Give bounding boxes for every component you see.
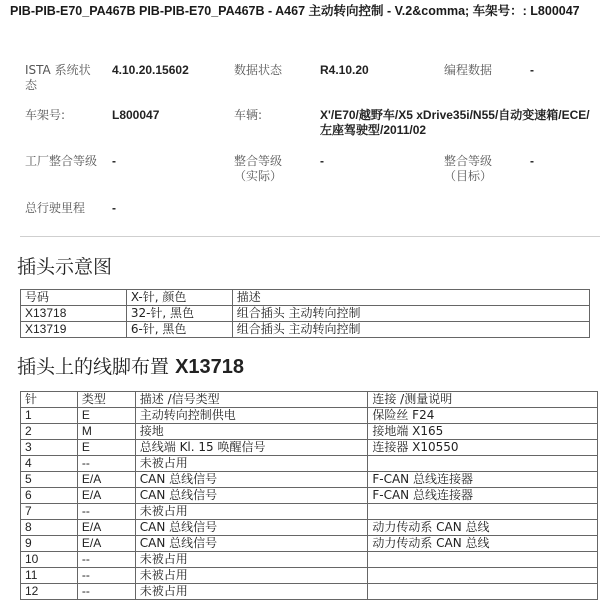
pin-type: M bbox=[77, 424, 135, 440]
pin-connection: 接地端 X165 bbox=[368, 424, 598, 440]
pin-number: 8 bbox=[21, 520, 78, 536]
mileage-value: - bbox=[112, 201, 116, 215]
pin-type: -- bbox=[77, 456, 135, 472]
col-header-description: 描述 bbox=[232, 290, 589, 306]
pin-type: E/A bbox=[77, 472, 135, 488]
pin-signal: 接地 bbox=[135, 424, 368, 440]
factory-level-label: 工厂整合等级 bbox=[25, 154, 98, 168]
pin-type: E bbox=[77, 440, 135, 456]
pin-assignment-heading bbox=[17, 355, 244, 379]
pin-connection: F-CAN 总线连接器 bbox=[368, 472, 598, 488]
connector-description: 组合插头 主动转向控制 bbox=[232, 306, 589, 322]
pin-type: E/A bbox=[77, 488, 135, 504]
pin-number: 11 bbox=[21, 568, 78, 584]
actual-level-label bbox=[234, 154, 282, 184]
pin-connection bbox=[368, 568, 598, 584]
table-row bbox=[21, 322, 590, 338]
target-level-label bbox=[444, 154, 492, 184]
vin-label: 车架号: bbox=[25, 108, 66, 122]
connector-overview-heading: 插头示意图 bbox=[17, 256, 113, 278]
table-row bbox=[21, 424, 598, 440]
pin-assignment-heading-text: 插头上的线脚布置 bbox=[17, 356, 170, 378]
pin-signal: 未被占用 bbox=[135, 456, 368, 472]
pin-connection: F-CAN 总线连接器 bbox=[368, 488, 598, 504]
document-title: PIB-PIB-E70_PA467B PIB-PIB-E70_PA467B - A467 主动转向控制 - V.2&comma; 车架号：: L800047 bbox=[10, 4, 580, 18]
pin-signal: 未被占用 bbox=[135, 552, 368, 568]
pin-type: E bbox=[77, 408, 135, 424]
target-level-label-line1: 整合等级 bbox=[444, 154, 493, 168]
vin-value: L800047 bbox=[112, 108, 160, 122]
table-header-row bbox=[21, 392, 598, 408]
pin-number: 2 bbox=[21, 424, 78, 440]
col-header-number: 号码 bbox=[21, 290, 127, 306]
pin-connection bbox=[368, 584, 598, 600]
pin-number: 9 bbox=[21, 536, 78, 552]
table-row bbox=[21, 440, 598, 456]
pin-number: 7 bbox=[21, 504, 78, 520]
pin-number: 5 bbox=[21, 472, 78, 488]
table-row bbox=[21, 552, 598, 568]
pin-connection: 动力传动系 CAN 总线 bbox=[368, 536, 598, 552]
table-row bbox=[21, 472, 598, 488]
table-header-row bbox=[21, 290, 590, 306]
pin-signal: 未被占用 bbox=[135, 504, 368, 520]
programming-label: 编程数据 bbox=[444, 63, 493, 77]
pin-number: 6 bbox=[21, 488, 78, 504]
pin-connection: 动力传动系 CAN 总线 bbox=[368, 520, 598, 536]
pin-type: -- bbox=[77, 552, 135, 568]
pin-signal: 未被占用 bbox=[135, 584, 368, 600]
actual-level-value: - bbox=[320, 154, 324, 168]
col-header-pin: 针 bbox=[21, 392, 78, 408]
table-row bbox=[21, 504, 598, 520]
pin-signal: CAN 总线信号 bbox=[135, 488, 368, 504]
pin-signal: 总线端 Kl. 15 唤醒信号 bbox=[135, 440, 368, 456]
pin-connection: 保险丝 F24 bbox=[368, 408, 598, 424]
pin-number: 3 bbox=[21, 440, 78, 456]
table-row bbox=[21, 520, 598, 536]
pin-signal: CAN 总线信号 bbox=[135, 520, 368, 536]
mileage-label: 总行驶里程 bbox=[25, 201, 86, 215]
target-level-label-line2: （目标） bbox=[444, 169, 493, 183]
col-header-pins-color: X-针, 颜色 bbox=[126, 290, 232, 306]
pin-connection bbox=[368, 456, 598, 472]
table-row bbox=[21, 408, 598, 424]
vehicle-info-panel bbox=[0, 58, 605, 240]
pin-assignment-table bbox=[20, 391, 598, 600]
connector-number: X13719 bbox=[21, 322, 127, 338]
pin-number: 10 bbox=[21, 552, 78, 568]
table-row bbox=[21, 536, 598, 552]
actual-level-label-line1: 整合等级 bbox=[234, 154, 283, 168]
col-header-connection: 连接 /测量说明 bbox=[368, 392, 598, 408]
ista-label: ISTA 系统状态 bbox=[25, 63, 91, 92]
vehicle-label: 车辆: bbox=[234, 108, 263, 122]
section-divider bbox=[20, 236, 600, 237]
pin-type: E/A bbox=[77, 536, 135, 552]
pin-connection bbox=[368, 552, 598, 568]
vehicle-value-line1: X'/E70/越野车/X5 xDrive35i/N55/自动变速箱/ECE/ bbox=[320, 108, 590, 122]
connector-number: X13718 bbox=[21, 306, 127, 322]
data-status-label: 数据状态 bbox=[234, 63, 283, 77]
pin-type: -- bbox=[77, 568, 135, 584]
pin-connection: 连接器 X10550 bbox=[368, 440, 598, 456]
actual-level-label-line2: （实际） bbox=[234, 169, 283, 183]
pin-number: 12 bbox=[21, 584, 78, 600]
pin-assignment-connector-id: X13718 bbox=[175, 356, 245, 378]
pin-signal: 主动转向控制供电 bbox=[135, 408, 368, 424]
table-row bbox=[21, 488, 598, 504]
pin-signal: 未被占用 bbox=[135, 568, 368, 584]
pin-connection bbox=[368, 504, 598, 520]
ista-value: 4.10.20.15602 bbox=[112, 63, 189, 77]
table-row bbox=[21, 306, 590, 322]
programming-value: - bbox=[530, 63, 534, 77]
col-header-type: 类型 bbox=[77, 392, 135, 408]
pin-signal: CAN 总线信号 bbox=[135, 472, 368, 488]
factory-level-value: - bbox=[112, 154, 116, 168]
connector-description: 组合插头 主动转向控制 bbox=[232, 322, 589, 338]
table-row bbox=[21, 568, 598, 584]
connector-pins-color: 32-针, 黑色 bbox=[126, 306, 232, 322]
pin-type: -- bbox=[77, 504, 135, 520]
pin-number: 1 bbox=[21, 408, 78, 424]
connector-overview-table bbox=[20, 289, 590, 338]
pin-number: 4 bbox=[21, 456, 78, 472]
table-row bbox=[21, 456, 598, 472]
pin-signal: CAN 总线信号 bbox=[135, 536, 368, 552]
vehicle-value-line2: 左座驾驶型/2011/02 bbox=[320, 123, 427, 137]
col-header-signal: 描述 /信号类型 bbox=[135, 392, 368, 408]
data-status-value: R4.10.20 bbox=[320, 63, 369, 77]
pin-type: E/A bbox=[77, 520, 135, 536]
pin-type: -- bbox=[77, 584, 135, 600]
connector-pins-color: 6-针, 黑色 bbox=[126, 322, 232, 338]
target-level-value: - bbox=[530, 154, 534, 168]
table-row bbox=[21, 584, 598, 600]
